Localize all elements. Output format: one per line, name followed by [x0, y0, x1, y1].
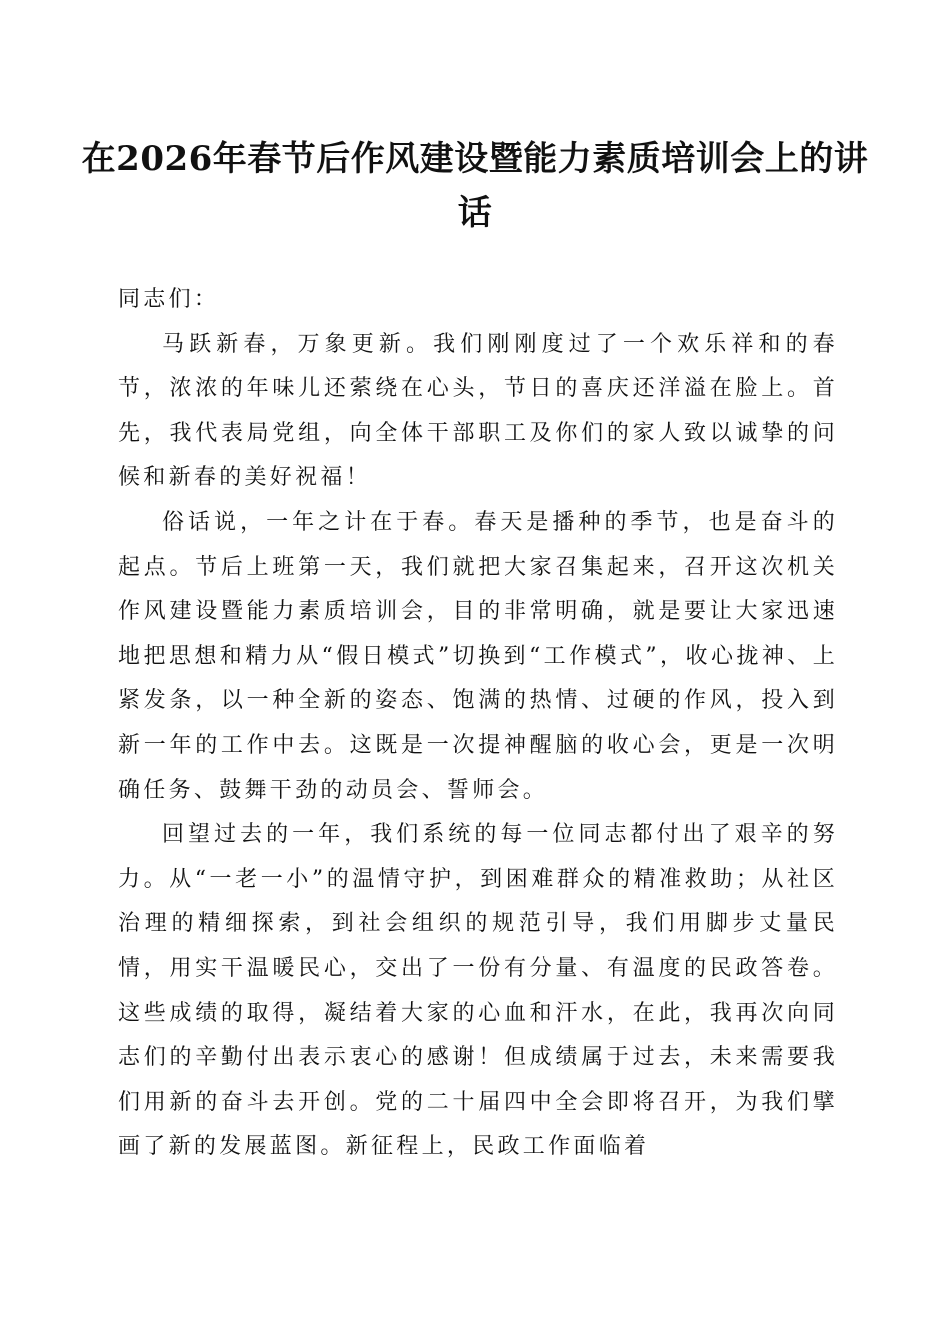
document-body [118, 278, 838, 1170]
paragraph-2: 俗话说，一年之计在于春。春天是播种的季节，也是奋斗的起点。节后上班第一天，我们就把大家召集起来，召开这次机关作风建设暨能力素质培训会，目的非常明确，就是要让大家迅速地把思想和精力从“假日模式”切换到“工作模式”，收心拢神、上紧发条，以一种全新的姿态、饱满的热情、过硬的作风，投入到新一年的工作中去。这既是一次提神醒脑的收心会，更是一次明确任务、鼓舞干劲的动员会、誓师会。 [118, 509, 838, 803]
paragraph-1: 马跃新春，万象更新。我们刚刚度过了一个欢乐祥和的春节，浓浓的年味儿还萦绕在心头，节日的喜庆还洋溢在脸上。首先，我代表局党组，向全体干部职工及你们的家人致以诚挚的问候和新春的美好祝福！ [118, 331, 838, 491]
document-title: 在2026年春节后作风建设暨能力素质培训会上的讲话 [81, 139, 869, 233]
paragraph-3: 回望过去的一年，我们系统的每一位同志都付出了艰辛的努力。从“一老一小”的温情守护，到困难群众的精准救助；从社区治理的精细探索，到社会组织的规范引导，我们用脚步丈量民情，用实干温暖民心，交出了一份有分量、有温度的民政答卷。这些成绩的取得，凝结着大家的心血和汗水，在此，我再次向同志们的辛勤付出表示衷心的感谢！但成绩属于过去，未来需要我们用新的奋斗去开创。党的二十届四中全会即将召开，为我们擘画了新的发展蓝图。新征程上，民政工作面临着 [118, 822, 838, 1160]
salutation: 同志们： [118, 287, 220, 312]
